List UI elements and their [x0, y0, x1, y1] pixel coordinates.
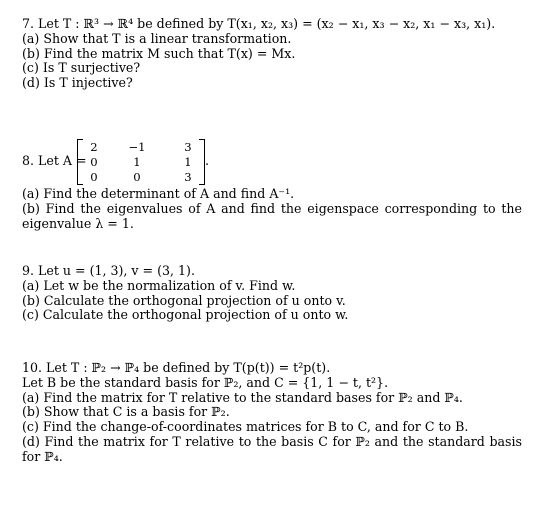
- matrix-cell: −1: [128, 140, 146, 154]
- matrix-cell: 1: [184, 155, 192, 169]
- problem-8-parts: [22, 187, 522, 231]
- problem-10-statement: 10. Let T : ℙ₂ → ℙ₄ be defined by T(p(t)) = t²p(t).: [22, 360, 331, 375]
- matrix-cell: 0: [90, 170, 98, 184]
- problem-7-part-a: (a) Show that T is a linear transformation.: [22, 30, 292, 46]
- problem-10-part-d: (d) Find the matrix for T relative to the basis C for ℙ₂ and the standard basis for ℙ₄.: [22, 433, 522, 464]
- problem-9-part-c: (c) Calculate the orthogonal projection of u onto w.: [22, 307, 349, 323]
- problem-9: [22, 264, 522, 323]
- problem-10-part-c: (c) Find the change-of-coordinates matrices for B to C, and for C to B.: [22, 419, 469, 435]
- problem-8-trailing-period: .: [205, 153, 210, 168]
- matrix-cell: 2: [90, 140, 98, 154]
- matrix-cell: 3: [184, 170, 192, 184]
- problem-7-part-b: (b) Find the matrix M such that T(x) = Mx.: [22, 45, 296, 61]
- problem-10-bases: Let B be the standard basis for ℙ₂, and C = {1, 1 − t, t²}.: [22, 374, 389, 390]
- problem-7-part-d: (d) Is T injective?: [22, 75, 133, 91]
- problem-9-part-a: (a) Let w be the normalization of v. Find w.: [22, 277, 296, 293]
- problem-10-part-b: (b) Show that C is a basis for ℙ₂.: [22, 404, 230, 420]
- problem-9-statement: 9. Let u = (1, 3), v = (3, 1).: [22, 263, 195, 278]
- matrix-cell: 0: [90, 155, 98, 169]
- problem-7-statement: 7. Let T : ℝ³ → ℝ⁴ be defined by T(x₁, x₂, x₃) = (x₂ − x₁, x₃ − x₂, x₁ − x₃, x₁).: [22, 16, 496, 31]
- matrix-cell: 0: [133, 170, 141, 184]
- problem-10: [22, 361, 522, 465]
- problem-8-part-a: (a) Find the determinant of A and find A⁻¹.: [22, 186, 295, 201]
- problem-8-statement: [22, 139, 322, 185]
- problem-9-part-b: (b) Calculate the orthogonal projection of u onto v.: [22, 292, 346, 308]
- problem-10-part-a: (a) Find the matrix for T relative to the standard bases for ℙ₂ and ℙ₄.: [22, 389, 463, 405]
- problem-7: [22, 17, 522, 91]
- problem-7-part-c: (c) Is T surjective?: [22, 60, 141, 76]
- problem-8-part-b: (b) Find the eigenvalues of A and find the eigenspace corresponding to the eigenvalue λ = 1.: [22, 200, 522, 231]
- matrix-left-bracket: [77, 139, 83, 185]
- problem-8-label: 8. Let A =: [22, 153, 87, 168]
- matrix-cell: 3: [184, 140, 192, 154]
- matrix-cell: 1: [133, 155, 141, 169]
- matrix-a: [77, 139, 205, 185]
